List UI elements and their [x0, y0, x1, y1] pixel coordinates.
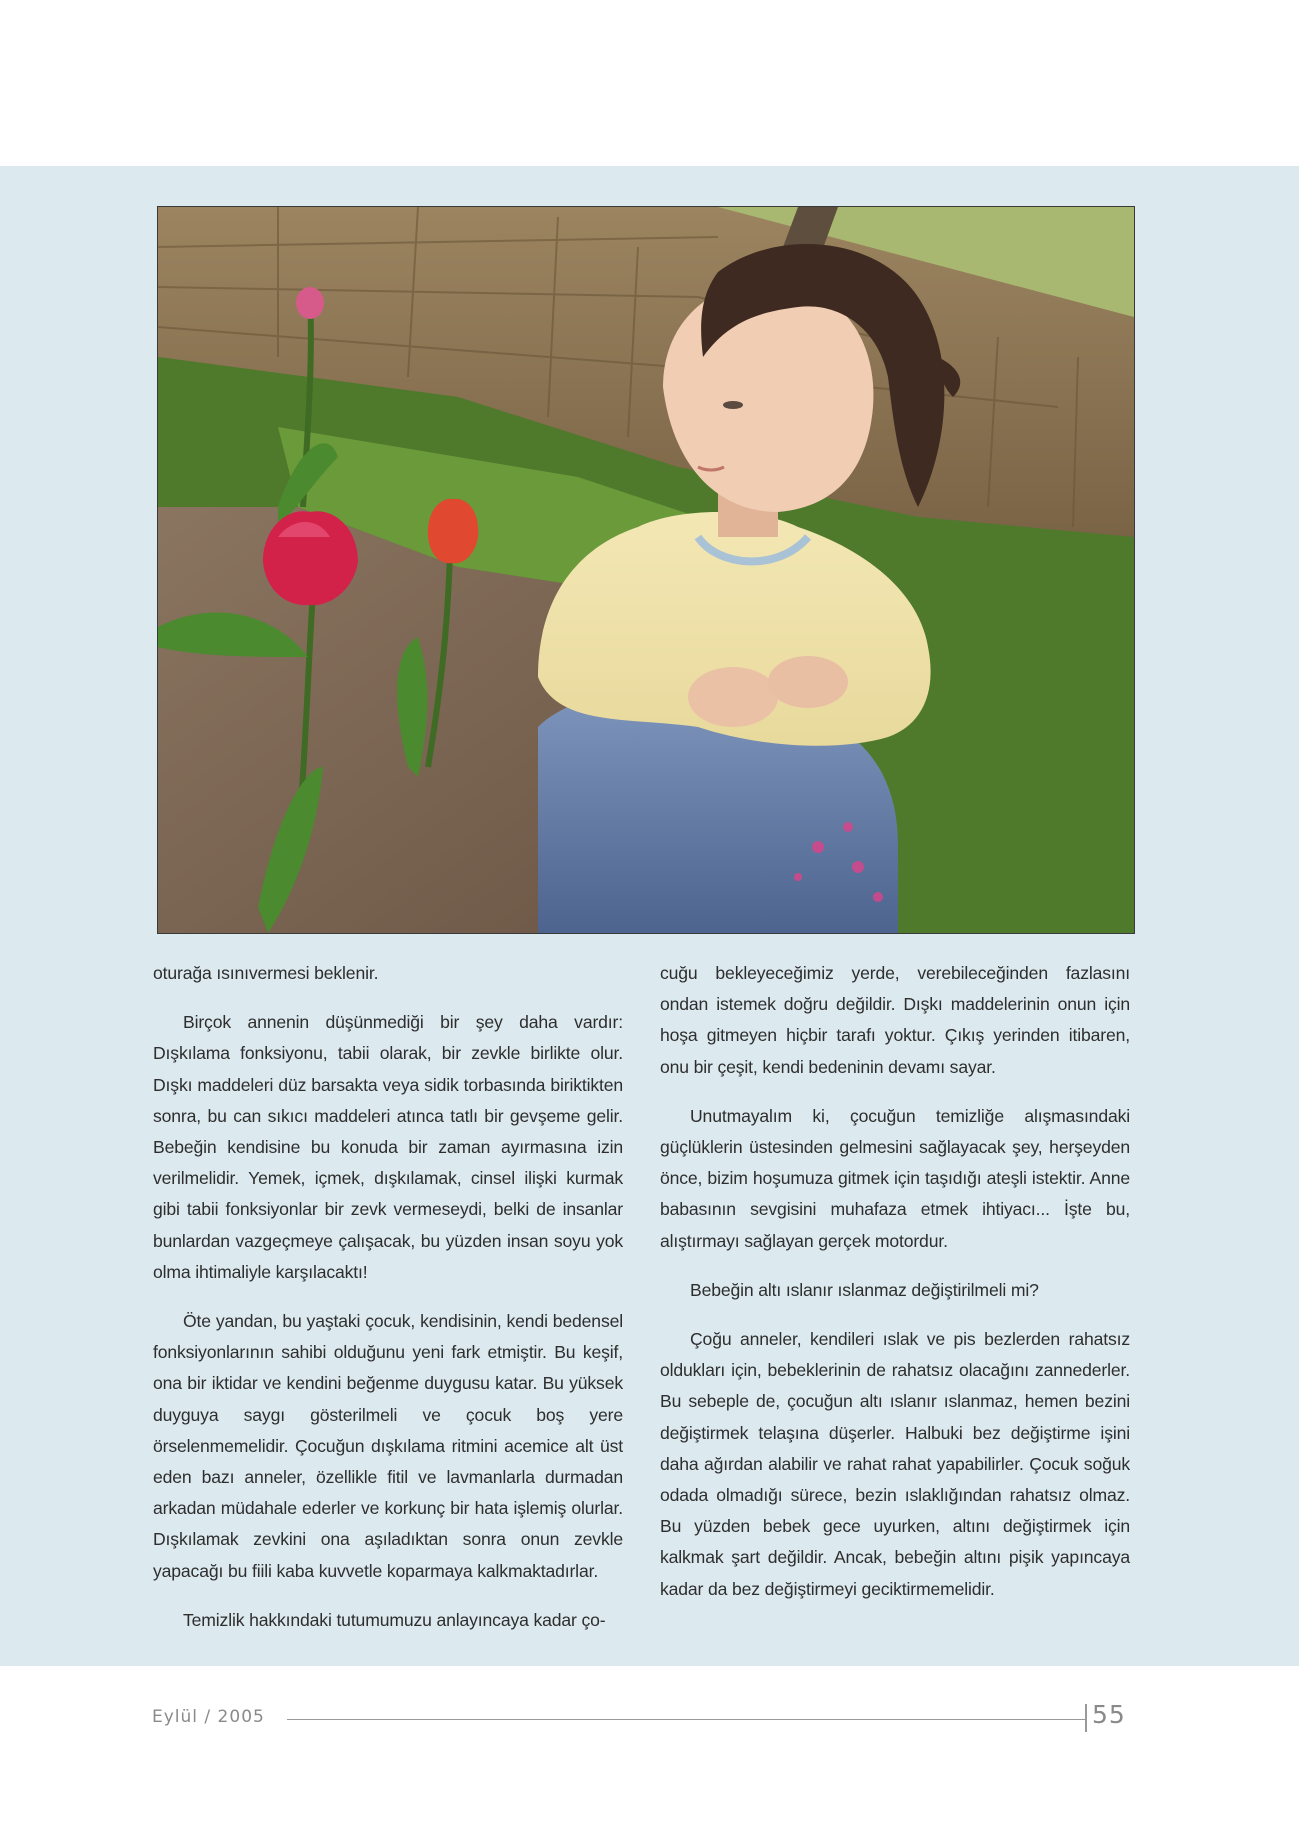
page-number: 55: [1092, 1700, 1126, 1729]
article-photo: [157, 206, 1135, 934]
footer-issue-date: Eylül / 2005: [152, 1707, 265, 1727]
section-question: Bebeğin altı ıslanır ıslanmaz değiştirilmeli mi?: [690, 1279, 1039, 1300]
paragraph: Temizlik hakkındaki tutumumuzu anlayıncaya kadar ço-: [183, 1609, 606, 1630]
paragraph: oturağa ısınıvermesi beklenir.: [153, 963, 379, 983]
footer-divider: [1085, 1704, 1087, 1732]
paragraph: Birçok annenin düşünmediği bir şey daha vardır: Dışkılama fonksiyonu, tabii olarak, bir zevkle birlikte olur. Dışkı maddeleri düz barsakta veya sidik torbasında biriktikten sonra, bu can sıkıcı maddeleri atınca tatlı bir gevşeme gelir. Bebeğin kendisine bu konuda bir zaman ayırmasına izin verilmelidir. Yemek, içmek, dışkılamak, cinsel ilişki kurmak gibi tabii fonksiyonlar bir zevk vermeseydi, belki de insanlar bunlardan vazgeçmeye çalışacak, bu yüzden insan soyu yok olma ihtimaliyle karşılacaktı!: [153, 1012, 623, 1282]
paragraph: Çoğu anneler, kendileri ıslak ve pis bezlerden rahatsız oldukları için, bebeklerinin de rahatsız olacağını zannederler. Bu sebeple de, çocuğun altı ıslanır ıslanmaz, hemen bezini değiştirmek telaşına düşerler. Halbuki bez değiştirme işini daha ağırdan alabilir ve rahat rahat yapabilirler. Çocuk soğuk odada olmadığı sürece, bezin ıslaklığından rahatsız olmaz. Bu yüzden bebek gece uyurken, altını değiştirmek için kalkmak şart değildir. Ancak, bebeğin altını pişik yapıncaya kadar da bez değiştirmeyi geciktirmemelidir.: [660, 1329, 1130, 1599]
paragraph: Unutmayalım ki, çocuğun temizliğe alışmasındaki güçlüklerin üstesinden gelmesini sağlayacak şey, herşeyden önce, bizim hoşumuza gitmek için taşıdığı ateşli istektir. Anne babasının sevgisini muhafaza etmek ihtiyacı... İşte bu, alıştırmayı sağlayan gerçek motordur.: [660, 1105, 1130, 1251]
photo-girl-with-tulips: [158, 207, 1134, 933]
paragraph: Öte yandan, bu yaştaki çocuk, kendisinin, kendi bedensel fonksiyonlarının sahibi olduğunu yeni fark etmiştir. Bu keşif, ona bir iktidar ve kendini beğenme duygusu katar. Bu yüksek duyguya saygı gösterilmeli ve çocuk boş yere örselenmemelidir. Çocuğun dışkılama ritmini acemice alt üst eden bazı anneler, özellikle fitil ve lavmanlarla durmadan arkadan müdahale ederler ve korkunç bir hata işlemiş olurlar. Dışkılamak zevkini ona aşıladıktan sonra onun zevkle yapacağı bu fiili kaba kuvvetle koparmaya kalkmaktadırlar.: [153, 1311, 623, 1581]
footer-rule: [287, 1719, 1085, 1720]
article-column-left: [153, 958, 623, 1654]
article-column-right: [660, 958, 1130, 1623]
paragraph: cuğu bekleyeceğimiz yerde, verebileceğinden fazlasını ondan istemek doğru değildir. Dışkı maddelerinin onun için hoşa gitmeyen hiçbir tarafı yoktur. Çıkış yerinden itibaren, onu bir çeşit, kendi bedeninin devamı sayar.: [660, 963, 1130, 1077]
